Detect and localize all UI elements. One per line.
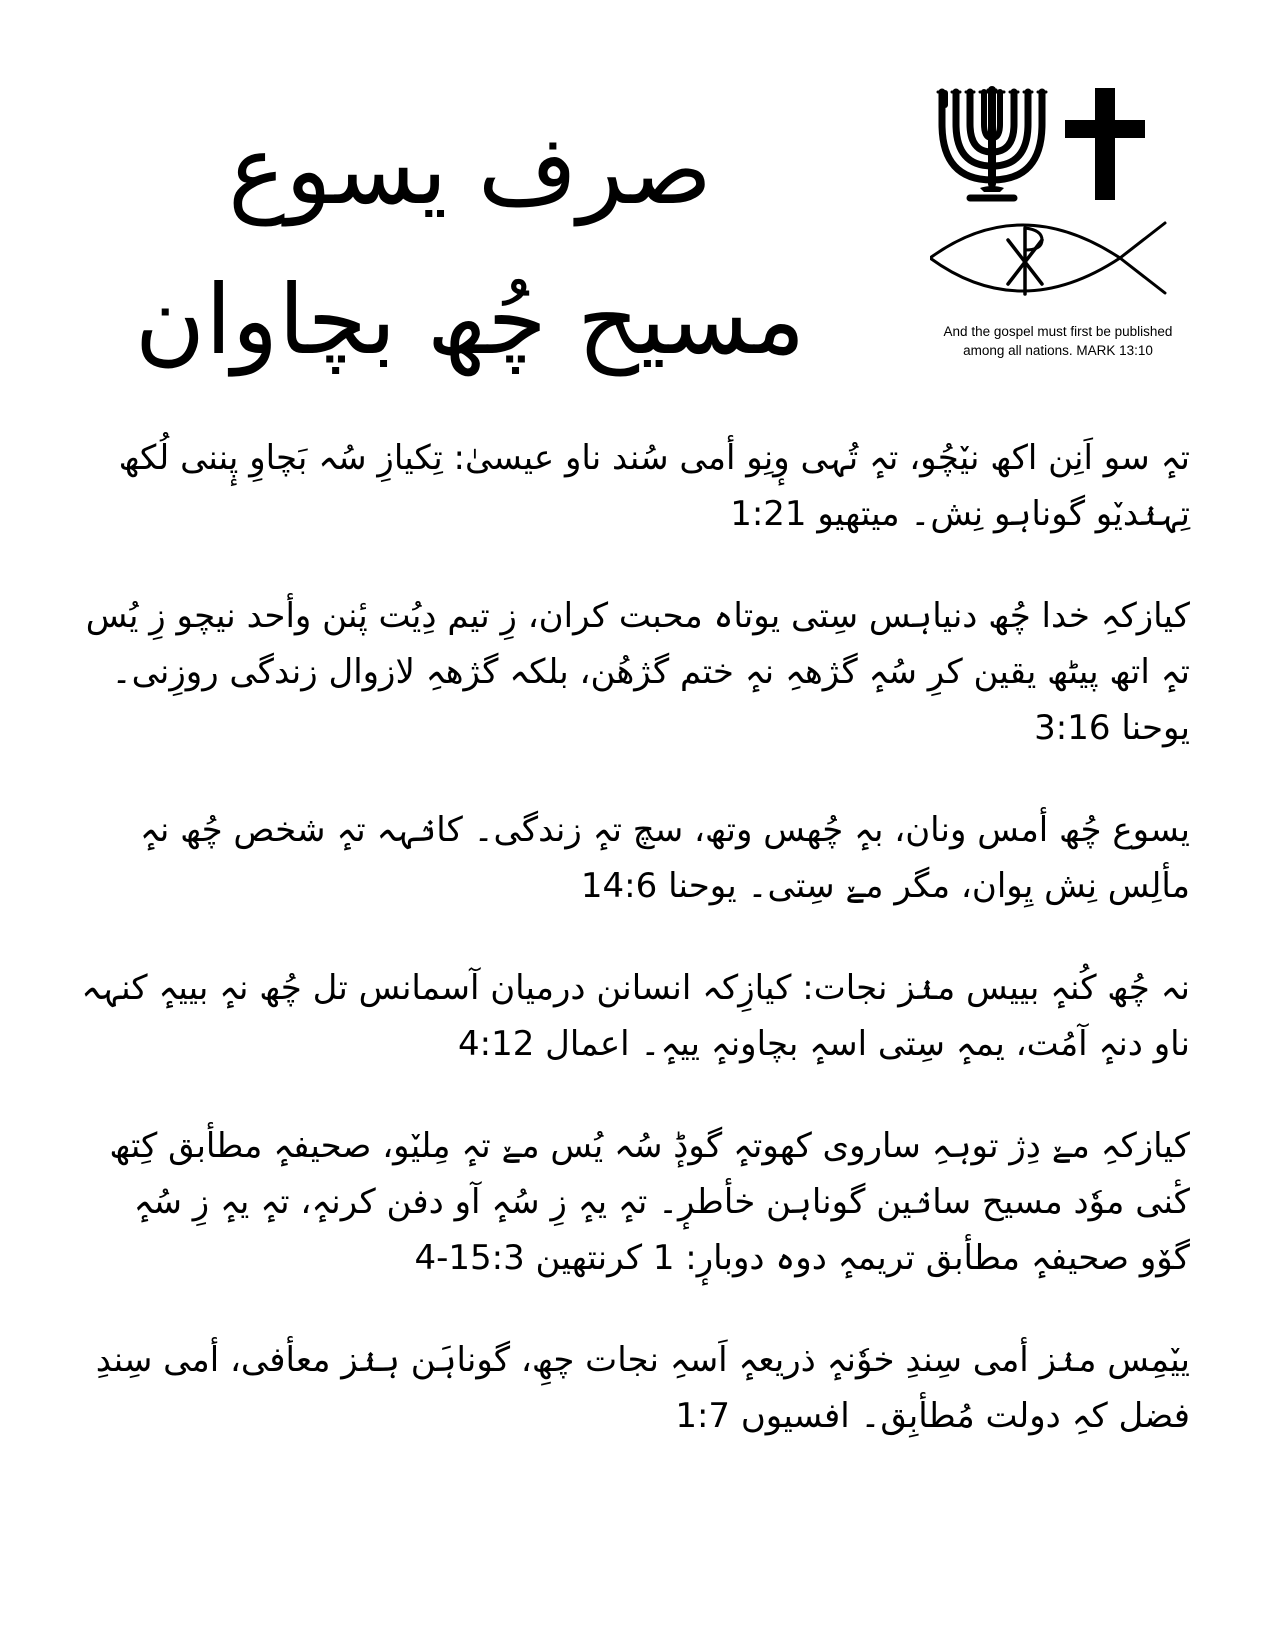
- page-title: [60, 95, 880, 395]
- verse-paragraph: کیازکہِ خدا چُھ دنیاہس سِتی یوتاہ محبت کران، زِ تیم دِیُت پٔنن وأحد نیچو زِ یُس تہٕ اتھ پیٹھ یقین کرِ سُہٕ گژھہِ نہٕ ختم گژھُن، بلکہ گژھہِ لازوال زندگی روزِنی۔ یوحنا 3:16: [85, 596, 1190, 748]
- verse-paragraph: ییٚمِس منٛز أمی سِندِ خوٗنہٕ ذریعہٕ اَسہِ نجات چھِ، گوناہَن ہنٛز معأفی، أمی سِندِ فضل کہِ دولت مُطأبِق۔ افسیوں 1:7: [95, 1340, 1190, 1436]
- scripture-caption: [908, 322, 1208, 360]
- verse-paragraph: کیازکہِ مےٚ دِژ توہہِ ساروی کھوتہٕ گوڈٕ سُہ یُس مےٚ تہٕ مِلیٚو، صحیفہٕ مطأبق کِتھ کٔنی موٗد مسیح سانٛین گوناہن خأطرٕ۔ تہٕ یہٕ زِ سُہٕ آو دفن کرنہٕ، تہٕ یہٕ زِ سُہٕ گوٚو صحیفہٕ مطأبق تریمہٕ دوہ دوبارٕ: 1 کرنتھین 15:3-4: [109, 1126, 1190, 1278]
- ichthys-chi-rho-icon: [930, 223, 1165, 294]
- verse-paragraph: نہ چُھ کُنہٕ بییس منٛز نجات: کیازِکہ انسانن درمیان آسمانس تل چُھ نہٕ بییہٕ کنہہ ناو دنہٕ آمُت، یمہٕ سِتی اسہٕ بچاونہٕ ییہٕ۔ اعمال 4:12: [81, 968, 1190, 1064]
- title-line-2: مسیح چُھ بچاوان: [134, 264, 806, 376]
- caption-line-1: And the gospel must first be published: [943, 324, 1173, 339]
- verse-list: [80, 430, 1190, 1490]
- menorah-icon: [938, 90, 1046, 198]
- cross-icon: [1065, 88, 1145, 200]
- verse-paragraph: یسوع چُھ أمس ونان، بہٕ چُھس وتھ، سچ تہٕ زندگی۔ کانٛہہ تہٕ شخص چُھ نہٕ مألِس نِش یِوان، مگر مےٚ سِتی۔ یوحنا 14:6: [139, 810, 1190, 906]
- title-line-1: صرف یسوع: [228, 114, 712, 226]
- verse-paragraph: تہٕ سو اَنِن اکھ نیٚچُو، تہٕ تُہی وٕنِو أمی سُند ناو عیسیٰ: تِکیازِ سُہ بَچاوِ پٕننی لُکھ تِہنٛدیٚو گوناہو نِش۔ میتھیو 1:21: [118, 438, 1190, 534]
- caption-line-2: among all nations. MARK 13:10: [963, 343, 1153, 358]
